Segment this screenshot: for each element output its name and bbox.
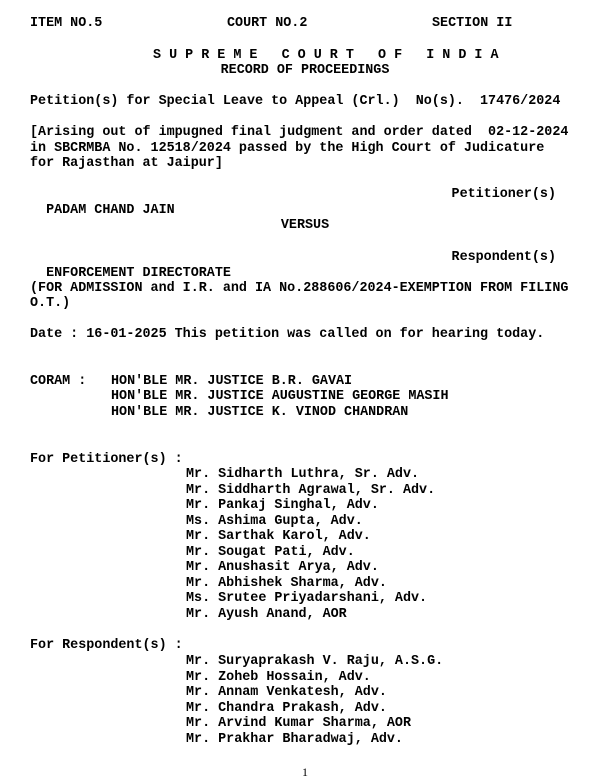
respondent-name: ENFORCEMENT DIRECTORATE (46, 266, 231, 281)
petitioner-name: PADAM CHAND JAIN (46, 203, 175, 218)
counsel-name: Mr. Sougat Pati, Adv. (186, 544, 355, 560)
respondent-counsel-list (186, 654, 443, 747)
counsel-name: Mr. Arvind Kumar Sharma, AOR (186, 716, 411, 731)
counsel-name: Mr. Chandra Prakash, Adv. (186, 700, 387, 716)
counsel-name: Mr. Sidharth Luthra, Sr. Adv. (186, 467, 420, 482)
counsel-name: Mr. Suryaprakash V. Raju, A.S.G. (186, 654, 444, 669)
coram-label: CORAM : (30, 374, 87, 389)
counsel-name: Ms. Ashima Gupta, Adv. (186, 513, 363, 529)
hearing-date-line: Date : 16-01-2025 This petition was called on for hearing today. (30, 327, 545, 342)
respondent-counsel-label: For Respondent(s) : (30, 638, 183, 653)
item-number: ITEM NO.5 (30, 16, 103, 31)
court-number: COURT NO.2 (227, 16, 308, 31)
arising-line-3: for Rajasthan at Jaipur] (30, 156, 223, 171)
petitioner-counsel-list (186, 467, 435, 622)
judge-2: HON'BLE MR. JUSTICE AUGUSTINE GEORGE MASIH (111, 389, 449, 404)
counsel-name: Mr. Annam Venkatesh, Adv. (186, 685, 387, 700)
counsel-name: Mr. Abhishek Sharma, Adv. (186, 575, 387, 591)
versus-label: VERSUS (280, 218, 330, 233)
arising-line-1: [Arising out of impugned final judgment and order dated 02-12-2024 (30, 125, 569, 140)
arising-line-2: in SBCRMBA No. 12518/2024 passed by the High Court of Judicature (30, 141, 545, 156)
page-number: 1 (302, 765, 308, 779)
court-name: S U P R E M E C O U R T O F I N D I A (153, 48, 499, 63)
admission-note-line-1: (FOR ADMISSION and I.R. and IA No.288606/2024-EXEMPTION FROM FILING (30, 281, 569, 296)
counsel-name: Ms. Srutee Priyadarshani, Adv. (186, 591, 428, 606)
counsel-name: Mr. Pankaj Singhal, Adv. (186, 498, 379, 513)
counsel-name: Mr. Sarthak Karol, Adv. (186, 529, 371, 544)
record-title: RECORD OF PROCEEDINGS (220, 63, 390, 78)
respondent-role: Respondent(s) (451, 250, 556, 265)
counsel-name: Mr. Prakhar Bharadwaj, Adv. (186, 731, 403, 747)
petitioner-role: Petitioner(s) (451, 187, 556, 202)
judge-3: HON'BLE MR. JUSTICE K. VINOD CHANDRAN (111, 405, 409, 420)
counsel-name: Mr. Ayush Anand, AOR (186, 606, 347, 622)
section-label: SECTION II (432, 16, 513, 31)
counsel-name: Mr. Anushasit Arya, Adv. (186, 560, 379, 575)
counsel-name: Mr. Siddharth Agrawal, Sr. Adv. (186, 482, 436, 498)
counsel-name: Mr. Zoheb Hossain, Adv. (186, 669, 371, 685)
admission-note-line-2: O.T.) (30, 296, 71, 311)
petition-line: Petition(s) for Special Leave to Appeal (Crl.) No(s). 17476/2024 (30, 94, 561, 109)
petitioner-counsel-label: For Petitioner(s) : (30, 452, 183, 467)
judge-1: HON'BLE MR. JUSTICE B.R. GAVAI (111, 374, 353, 389)
